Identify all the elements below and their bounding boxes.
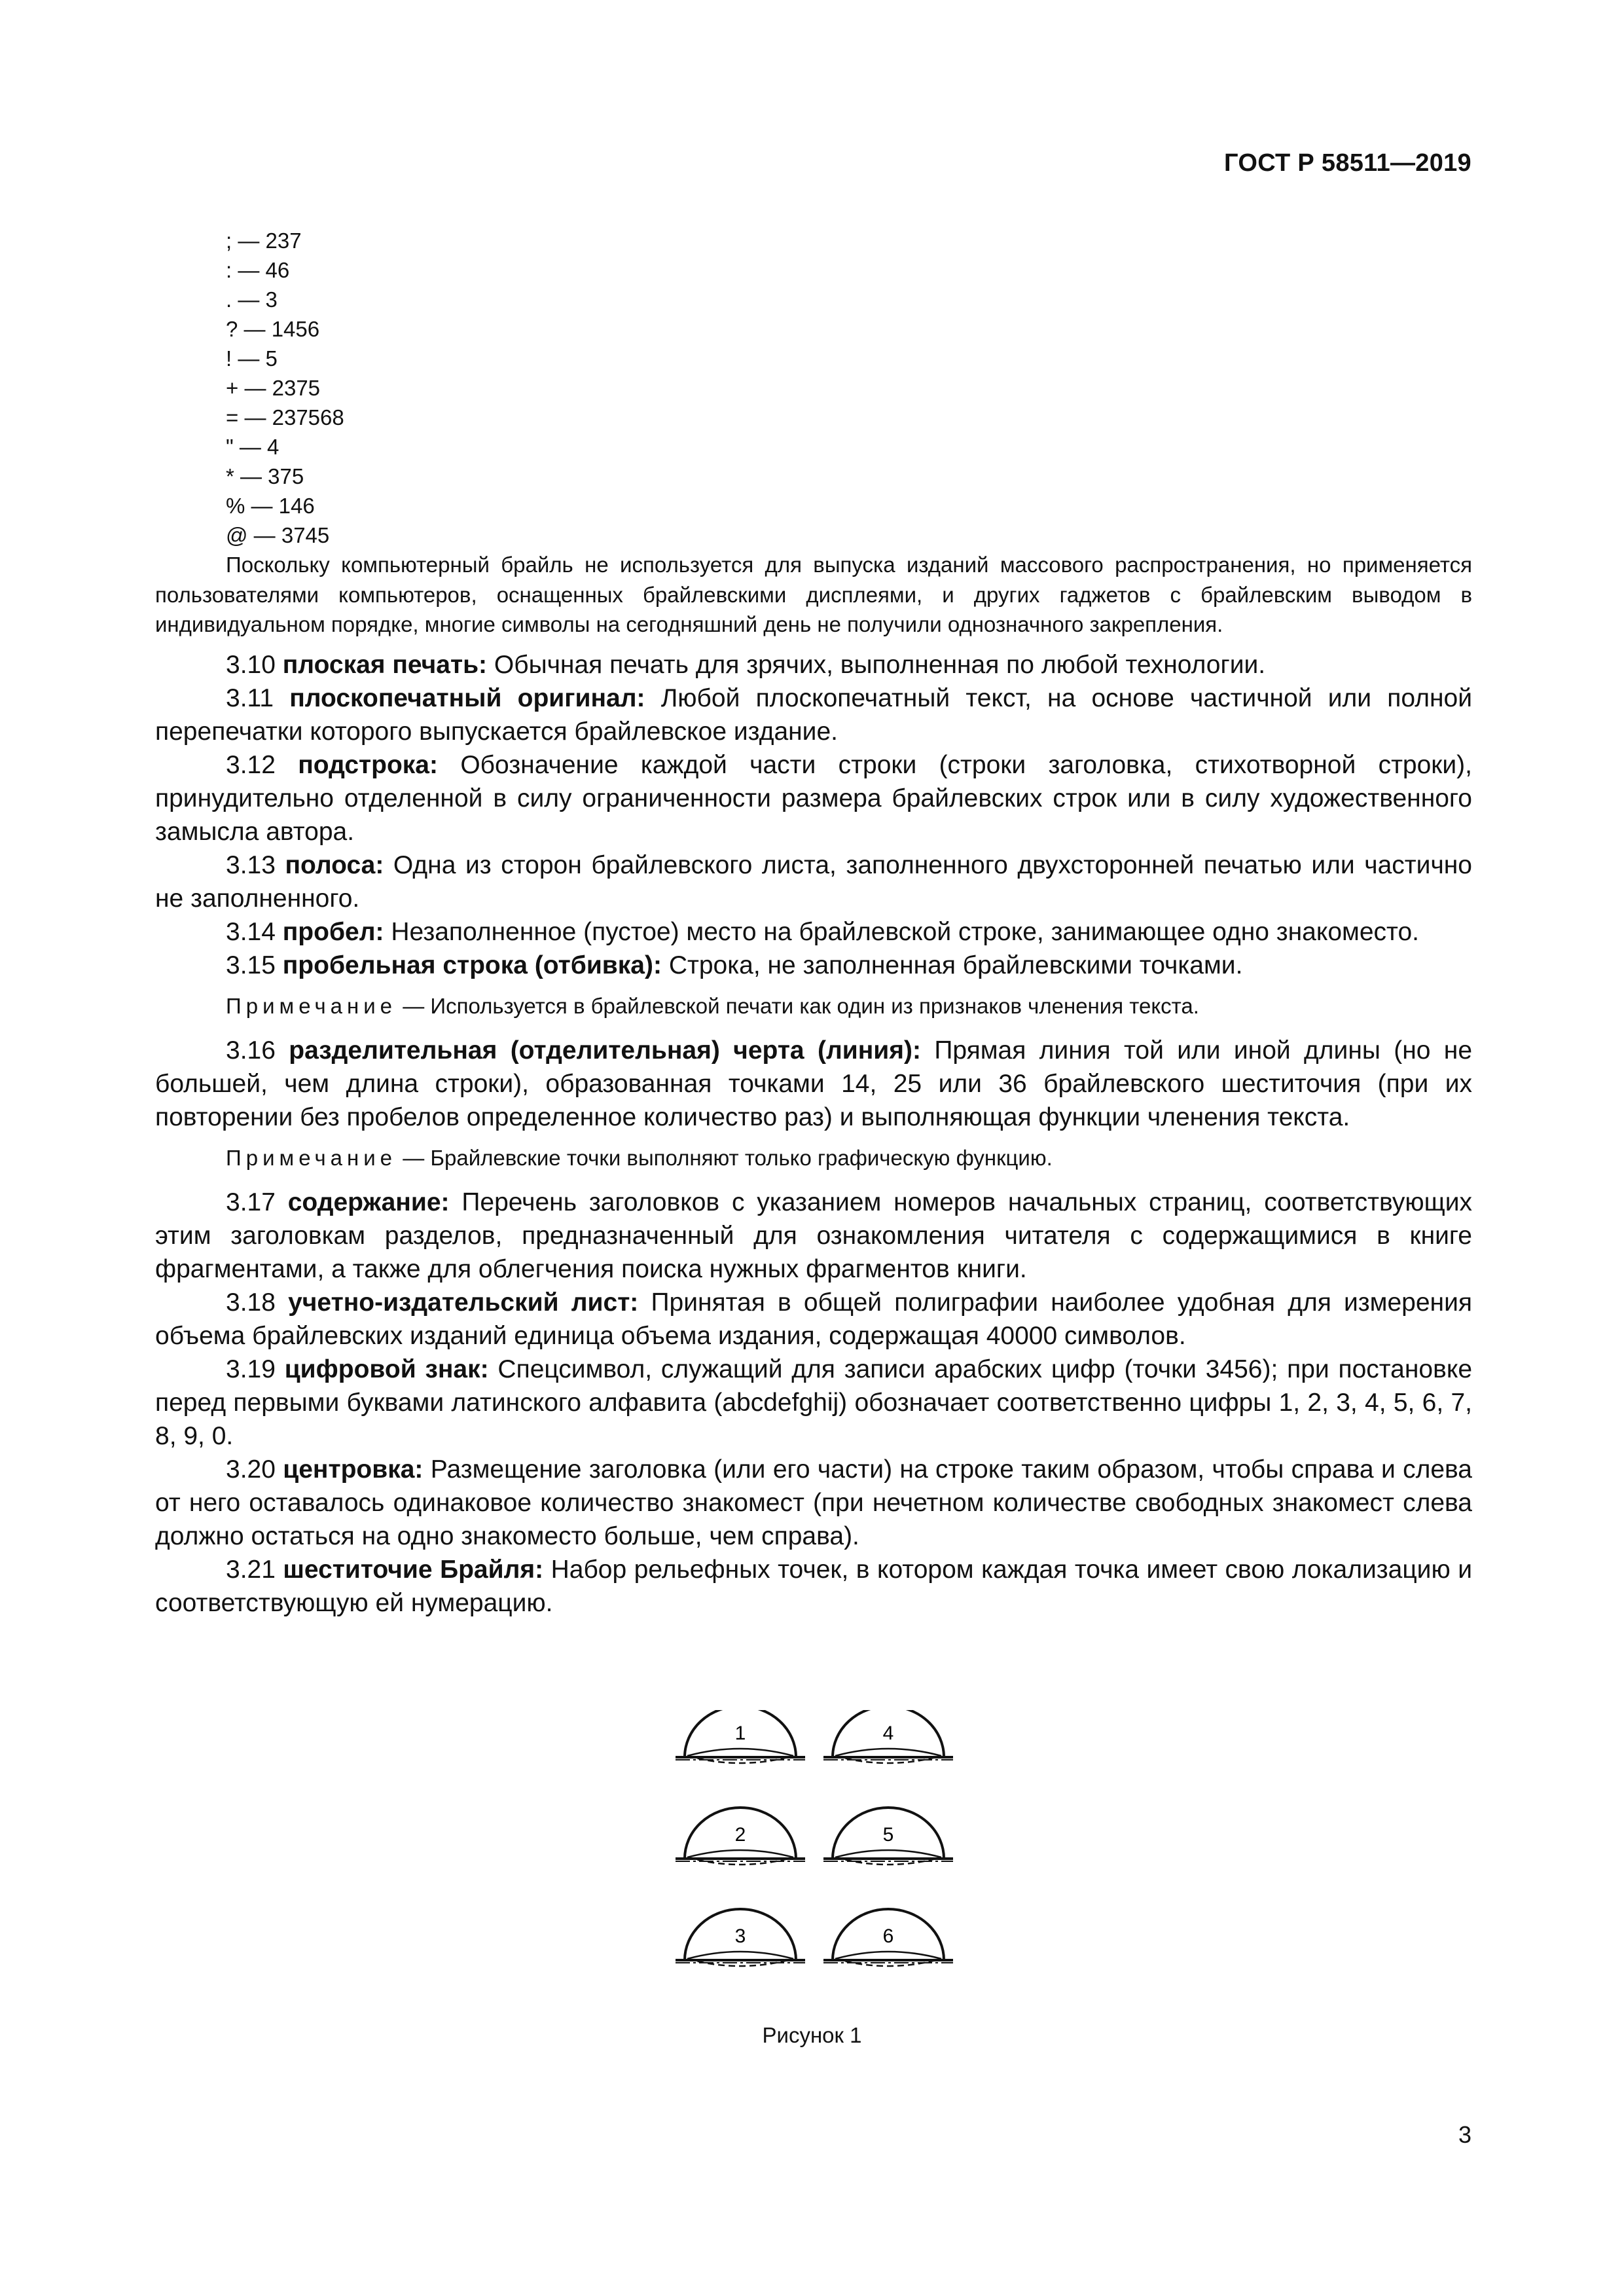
svg-text:5: 5 (882, 1824, 894, 1846)
braille-dot-4 (823, 1710, 953, 1763)
definition-3-13: 3.13 полоса: Одна из сторон брайлевского листа, заполненного двухсторонней печатью или частично не заполненного. (155, 850, 1472, 913)
symbol-entry: % — 146 (226, 494, 315, 518)
page-number: 3 (1458, 2121, 1471, 2148)
braille-symbol-list (226, 226, 344, 550)
definition-3-15: 3.15 пробельная строка (отбивка): Строка, не заполненная брайлевскими точками. (226, 951, 1243, 979)
document-code: ГОСТ Р 58511—2019 (1224, 149, 1471, 177)
definition-3-20: 3.20 центровка: Размещение заголовка (или его части) на строке таким образом, чтобы справа и слева от него оставалось одинаковое количество знакомест (при нечетном количестве свободных знакомест слева должно остаться на одно знакоместо больше, чем справа). (155, 1455, 1472, 1550)
definition-3-12: 3.12 подстрока: Обозначение каждой части строки (строки заголовка, стихотворной строки), принудительно отделенной в силу ограниченности размера брайлевских строк или в силу художественного замысла автора. (155, 750, 1472, 846)
braille-dot-1 (676, 1710, 805, 1763)
definition-3-10: 3.10 плоская печать: Обычная печать для зрячих, выполненная по любой технологии. (226, 650, 1266, 679)
definition-3-17: 3.17 содержание: Перечень заголовков с указанием номеров начальных страниц, соответствующих этим заголовкам разделов, предназначенный для ознакомления читателя с содержащимися в книге фрагментами, а также для облегчения поиска нужных фрагментов книги. (155, 1188, 1472, 1283)
symbol-entry: = — 237568 (226, 405, 344, 429)
definition-3-21: 3.21 шеститочие Брайля: Набор рельефных точек, в котором каждая точка имеет свою локализацию и соответствующую ей нумерацию. (155, 1555, 1472, 1617)
svg-text:6: 6 (882, 1925, 894, 1947)
definition-3-18: 3.18 учетно-издательский лист: Принятая в общей полиграфии наиболее удобная для измерения объема брайлевских изданий единица объема издания, содержащая 40000 символов. (155, 1288, 1472, 1350)
braille-dot-5 (823, 1808, 953, 1865)
braille-dot-3 (676, 1909, 805, 1966)
symbol-entry: * — 375 (226, 464, 304, 488)
definition-3-11: 3.11 плоскопечатный оригинал: Любой плоскопечатный текст, на основе частичной или полной перепечатки которого выпускается брайлевское издание. (155, 683, 1473, 746)
svg-text:1: 1 (734, 1722, 746, 1744)
note-label: Примечание (226, 1145, 397, 1170)
symbol-entry: ; — 237 (226, 228, 302, 253)
symbol-entry: @ — 3745 (226, 523, 330, 547)
symbol-entry: ! — 5 (226, 346, 278, 371)
braille-dot-2 (676, 1808, 805, 1865)
svg-text:3: 3 (734, 1925, 746, 1947)
document-body (155, 550, 1472, 1620)
svg-text:4: 4 (882, 1722, 894, 1744)
note-label: Примечание (226, 993, 397, 1018)
definition-3-16: 3.16 разделительная (отделительная) черта (линия): Прямая линия той или иной длины (но не большей, чем длина строки), образованная точками 14, 25 или 36 брайлевского шеститочия (при их повторении без пробелов определенное количество раз) и выполняющая функции членения текста. (155, 1036, 1473, 1131)
symbol-entry: + — 2375 (226, 376, 321, 400)
symbol-entry: : — 46 (226, 258, 290, 282)
computer-braille-note: Поскольку компьютерный брайль не используется для выпуска изданий массового распространения, но применяется пользователями компьютеров, оснащенных брайлевскими дисплеями, и других гаджетов с брайлевским выводом в индивидуальном порядке, многие символы на сегодняшний день не получили однозначного закрепления. (155, 553, 1472, 636)
note-3-16: Примечание — Брайлевские точки выполняют только графическую функцию. (226, 1145, 1053, 1170)
braille-dot-6 (823, 1909, 953, 1966)
definition-3-19: 3.19 цифровой знак: Спецсимвол, служащий для записи арабских цифр (точки 3456); при постановке перед первыми буквами латинского алфавита (abcdefghij) обозначает соответственно цифры 1, 2, 3, 4, 5, 6, 7, 8, 9, 0. (155, 1355, 1473, 1450)
definition-3-14: 3.14 пробел: Незаполненное (пустое) место на брайлевской строке, занимающее одно знакоместо. (226, 917, 1420, 946)
symbol-entry: ? — 1456 (226, 317, 320, 341)
symbol-entry: " — 4 (226, 435, 280, 459)
svg-text:2: 2 (734, 1824, 746, 1846)
braille-cell-figure (673, 1710, 961, 2018)
note-3-15: Примечание — Используется в брайлевской печати как один из признаков членения текста. (226, 993, 1199, 1018)
figure-caption: Рисунок 1 (762, 2023, 862, 2047)
symbol-entry: . — 3 (226, 287, 278, 312)
